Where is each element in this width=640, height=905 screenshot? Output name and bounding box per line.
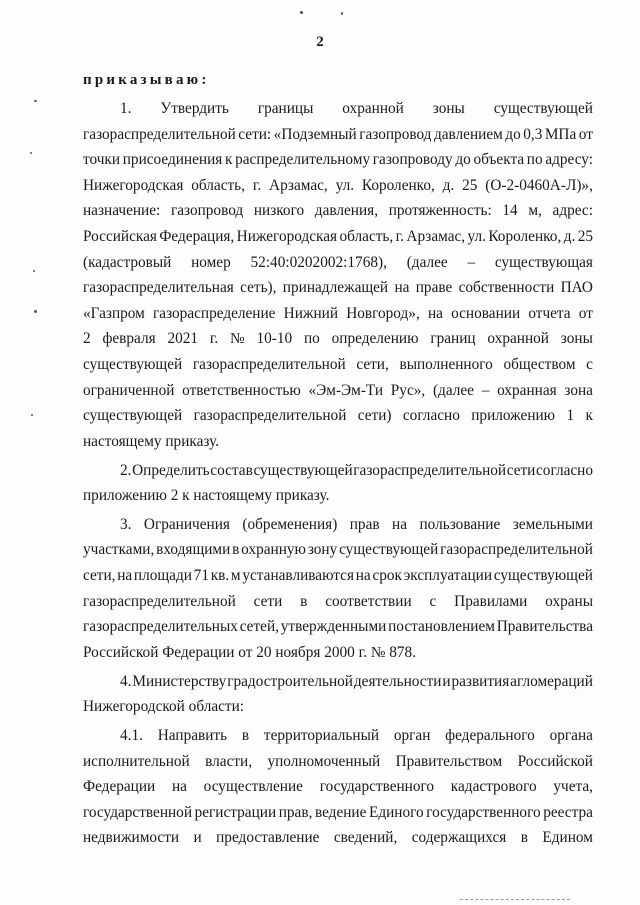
word: сети [253, 592, 283, 610]
word: по [303, 330, 320, 348]
paragraph-p41 [83, 723, 593, 851]
word: г. [395, 227, 404, 245]
word: определению [331, 330, 419, 348]
word: праве [415, 279, 453, 297]
word: адресу: [545, 151, 593, 169]
scan-speck [33, 270, 35, 272]
word: согласно [536, 461, 593, 479]
word: с [429, 592, 437, 610]
word: приложению [471, 407, 556, 425]
word: 25 [462, 176, 478, 194]
text-line: Российской Федерации от 20 ноября 2000 г. № 878. [83, 643, 417, 661]
word: (О-2-0460А-Л)», [485, 176, 593, 194]
word: основании [451, 304, 521, 322]
word: Правительства [496, 618, 593, 636]
text-line: настоящему приказу. [83, 432, 220, 450]
word: охранная [497, 381, 557, 399]
word: газораспределительной [353, 461, 507, 479]
word: Федерации [83, 778, 156, 796]
word: в [300, 592, 308, 610]
scan-speck [34, 100, 37, 102]
word: Едином [542, 829, 593, 847]
word: 4.1. [120, 727, 143, 744]
word: «Эм-Эм-Ти [308, 381, 384, 399]
word: 2021 [167, 330, 199, 348]
word: г. [252, 176, 262, 194]
word: до [455, 151, 471, 169]
text-line [83, 614, 593, 640]
word: область, [339, 227, 394, 245]
word: существующей [83, 407, 183, 425]
word: область, [191, 176, 245, 194]
word: сети, [83, 567, 116, 585]
word: м [230, 567, 241, 585]
word: отчета [528, 304, 571, 322]
word: прав, [278, 803, 313, 821]
word: д. [563, 227, 576, 245]
word: устанавливаются [242, 567, 354, 585]
text-line [83, 669, 593, 695]
text-line [83, 147, 593, 173]
word: эксплуатации [403, 567, 493, 585]
word: в [232, 541, 240, 559]
word: до [505, 125, 521, 143]
word: Федерация, [159, 227, 235, 245]
word: 0,3 [523, 125, 543, 143]
word: «Газпром [83, 304, 145, 322]
word: (далее [406, 253, 448, 271]
word: (обременения) [242, 515, 338, 533]
scan-speck [300, 11, 303, 14]
word: газопровод [170, 202, 244, 220]
word: ведение [314, 803, 367, 821]
word: кадастрового [450, 778, 537, 796]
word: государственного [319, 778, 435, 796]
paragraph-p1 [83, 96, 593, 454]
word: учета, [553, 778, 593, 796]
word: ул. [335, 176, 355, 194]
word: сети: [238, 125, 272, 143]
word: площади [133, 567, 192, 585]
word: Новгород», [346, 304, 420, 322]
word: зоны [560, 330, 593, 348]
word: Нижегородская [236, 227, 338, 245]
word: 4. [120, 672, 132, 690]
text-line [83, 774, 593, 800]
text-line [83, 326, 593, 352]
word: Короленко, [488, 227, 562, 245]
word: и [442, 672, 451, 690]
word: осуществление [203, 778, 303, 796]
word: газораспределительной [193, 407, 347, 425]
word: (кадастровый [83, 253, 172, 271]
word: на [394, 279, 410, 297]
text-line [83, 723, 593, 749]
word: 10-10 [256, 330, 293, 348]
order-body [83, 96, 593, 851]
word: февраля [102, 330, 156, 348]
word: «Подземный [273, 125, 357, 143]
word: адрес: [552, 202, 593, 220]
word: охранной [342, 100, 404, 117]
word: м, [528, 202, 542, 220]
word: 2. [120, 461, 132, 479]
text-line [83, 301, 593, 327]
word: реестра [543, 803, 593, 821]
word: существующей [253, 461, 353, 479]
word: протяженность: [388, 202, 492, 220]
text-line [83, 173, 593, 199]
word: давлением [433, 125, 503, 143]
word: газораспределительной [192, 355, 346, 373]
word: ответственностью [182, 381, 301, 399]
word: власти, [205, 752, 253, 770]
paragraph-p4 [83, 669, 593, 720]
word: 1. [120, 100, 132, 117]
word: сети) [357, 407, 392, 425]
word: газопровод [359, 125, 432, 143]
word: прав [349, 515, 380, 533]
word: существующая [494, 253, 593, 271]
word: сведений, [333, 829, 398, 847]
word: газораспределительной [83, 125, 236, 143]
word: градостроительной [227, 672, 353, 690]
word: органа [549, 727, 593, 744]
word: газораспределительной [83, 592, 236, 610]
word: развития [451, 672, 510, 690]
text-line [83, 224, 593, 250]
word: точки [83, 151, 121, 169]
word: пользование [419, 515, 501, 533]
word: газораспределительная [83, 279, 234, 297]
word: – [467, 253, 476, 271]
word: Министерству [132, 672, 227, 690]
word: Ограничения [143, 515, 230, 533]
word: существующей [83, 355, 183, 373]
word: зону [307, 541, 338, 559]
scan-speck [341, 12, 343, 15]
word: 1 [566, 407, 575, 425]
word: от [578, 304, 593, 322]
word: с [586, 355, 593, 373]
word: регистрации [194, 803, 277, 821]
text-line [83, 825, 593, 851]
word: 2 [83, 330, 91, 348]
word: низкого [253, 202, 305, 220]
word: газораспределительных [83, 618, 238, 636]
word: Российская [83, 227, 157, 245]
word: д. [442, 176, 455, 194]
word: Нижний [283, 304, 339, 322]
word: Определить [132, 461, 210, 479]
word: обществом [503, 355, 576, 373]
scan-speck [31, 414, 33, 416]
text-line [83, 512, 593, 538]
text-line [83, 122, 593, 148]
text-line [83, 378, 593, 404]
word: ПАО [560, 279, 593, 297]
order-heading: приказываю: [83, 72, 210, 88]
word: газопроводу [372, 151, 453, 169]
word: зоны [432, 100, 465, 117]
word: Короленко, [361, 176, 435, 194]
word: номер [191, 253, 231, 271]
word: от [578, 125, 593, 143]
word: собственности [458, 279, 555, 297]
word: срок [372, 567, 402, 585]
word: – [481, 381, 490, 399]
word: присоединения [122, 151, 223, 169]
word: границы [257, 100, 314, 117]
word: ограниченной [83, 381, 175, 399]
text-line: Нижегородской области: [83, 698, 245, 716]
word: Единого [368, 803, 424, 821]
word: федерального [445, 727, 535, 744]
word: существующей [493, 100, 593, 117]
word: газораспределительной [440, 541, 593, 559]
word: зона [564, 381, 593, 399]
word: сети, [356, 355, 389, 373]
word: сетей, [239, 618, 279, 636]
word: Рус», [390, 381, 426, 399]
text-line [83, 403, 593, 429]
page-number: 2 [316, 34, 324, 50]
text-line [83, 96, 593, 122]
word: на [427, 304, 443, 322]
word: в [520, 829, 528, 847]
text-line [83, 198, 593, 224]
text-line [83, 537, 593, 563]
word: Арзамас, [269, 176, 328, 194]
word: на [171, 778, 187, 796]
word: деятельности [353, 672, 442, 690]
word: кв. [210, 567, 230, 585]
word: сети [506, 461, 536, 479]
word: 52:40:0202002:1768), [250, 253, 387, 271]
word: давления, [314, 202, 379, 220]
word: Направить [157, 727, 228, 744]
scan-speck [34, 310, 37, 313]
word: исполнительной [83, 752, 190, 770]
word: государственного [426, 803, 541, 821]
word: орган [393, 727, 431, 744]
word: согласно [402, 407, 460, 425]
word: существующей [493, 567, 593, 585]
word: предоставление [216, 829, 320, 847]
word: охраны [545, 592, 593, 610]
word: Нижегородская [83, 176, 184, 194]
word: входящими [156, 541, 231, 559]
word: Российской [517, 752, 593, 770]
word: ул. [467, 227, 486, 245]
word: 25 [577, 227, 593, 245]
word: сеть), [240, 279, 277, 297]
word: на [355, 567, 371, 585]
word: границ [430, 330, 476, 348]
word: к [225, 151, 233, 169]
word: государственной [83, 803, 193, 821]
text-line [83, 458, 593, 484]
word: г. [209, 330, 219, 348]
text-line [83, 352, 593, 378]
word: к [585, 407, 593, 425]
word: уполномоченный [267, 752, 381, 770]
word: недвижимости [83, 829, 180, 847]
word: и [193, 829, 202, 847]
word: 14 [502, 202, 518, 220]
word: МПа [544, 125, 577, 143]
word: на [392, 515, 408, 533]
word: 71 [193, 567, 209, 585]
word: по [526, 151, 543, 169]
text-line [83, 589, 593, 615]
paragraph-p2 [83, 458, 593, 509]
text-line [83, 563, 593, 589]
word: Правительством [395, 752, 503, 770]
word: территориальный [263, 727, 380, 744]
text-line [83, 749, 593, 775]
word: Арзамас, [406, 227, 466, 245]
word: распределительному [235, 151, 371, 169]
word: газораспределение [153, 304, 276, 322]
page-bottom-line [460, 899, 570, 901]
word: назначение: [83, 202, 161, 220]
word: охранной [487, 330, 549, 348]
paragraph-p3 [83, 512, 593, 666]
word: выполненного [399, 355, 493, 373]
word: Правилами [454, 592, 528, 610]
word: 3. [120, 515, 132, 533]
word: в [241, 727, 250, 744]
word: содержащихся [411, 829, 507, 847]
word: утвержденными [280, 618, 387, 636]
word: состав [210, 461, 253, 479]
text-line [83, 800, 593, 826]
word: № [230, 330, 245, 348]
text-line [83, 275, 593, 301]
word: соответствии [325, 592, 412, 610]
word: агломераций [510, 672, 593, 690]
word: (далее [432, 381, 474, 399]
word: объекта [473, 151, 525, 169]
word: земельными [512, 515, 593, 533]
word: принадлежащей [282, 279, 389, 297]
word: Утвердить [160, 100, 229, 117]
scan-speck [30, 152, 32, 154]
word: на [117, 567, 133, 585]
text-line [83, 250, 593, 276]
text-line: приложению 2 к настоящему приказу. [83, 487, 330, 505]
word: охранную [241, 541, 306, 559]
word: существующей [339, 541, 439, 559]
word: постановлением [388, 618, 495, 636]
word: участками, [83, 541, 155, 559]
